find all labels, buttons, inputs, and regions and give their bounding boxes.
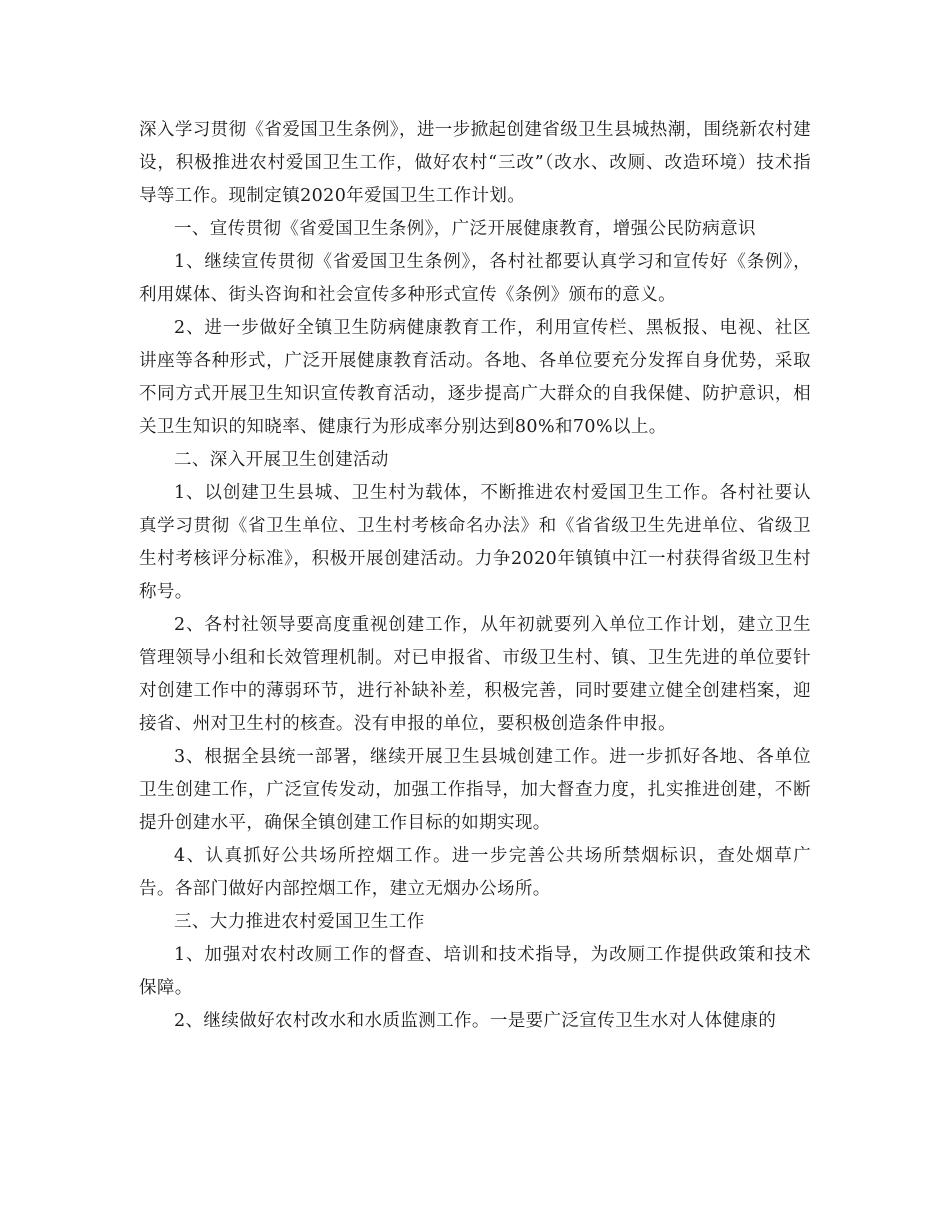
paragraph-1-2: 2、进一步做好全镇卫生防病健康教育工作，利用宣传栏、黑板报、电视、社区讲座等各种形式，广泛开展健康教育活动。各地、各单位要充分发挥自身优势，采取不同方式开展卫生知识宣传教育活动，逐步提高广大群众的自我保健、防护意识，相关卫生知识的知晓率、健康行为形成率分别达到80%和70%以上。: [139, 318, 811, 437]
paragraph-2-1: 1、以创建卫生县城、卫生村为载体，不断推进农村爱国卫生工作。各村社要认真学习贯彻《省卫生单位、卫生村考核命名办法》和《省省级卫生先进单位、省级卫生村考核评分标准》，积极开展创建活动。力争2020年镇镇中江一村获得省级卫生村称号。: [139, 483, 811, 602]
paragraph-2-2: 2、各村社领导要高度重视创建工作，从年初就要列入单位工作计划，建立卫生管理领导小组和长效管理机制。对已申报省、市级卫生村、镇、卫生先进的单位要针对创建工作中的薄弱环节，进行补缺补差，积极完善，同时要建立健全创建档案，迎接省、州对卫生村的核查。没有申报的单位，要积极创造条件申报。: [139, 615, 811, 734]
paragraph-2-3: 3、根据全县统一部署，继续开展卫生县城创建工作。进一步抓好各地、各单位卫生创建工作，广泛宣传发动，加强工作指导，加大督查力度，扎实推进创建，不断提升创建水平，确保全镇创建工作目标的如期实现。: [139, 747, 811, 833]
paragraph-1-1: 1、继续宣传贯彻《省爱国卫生条例》，各村社都要认真学习和宣传好《条例》，利用媒体、街头咨询和社会宣传多种形式宣传《条例》颁布的意义。: [139, 252, 811, 305]
paragraph-intro: 深入学习贯彻《省爱国卫生条例》，进一步掀起创建省级卫生县城热潮，围绕新农村建设，积极推进农村爱国卫生工作，做好农村“三改”（改水、改厕、改造环境）技术指导等工作。现制定镇2020年爱国卫生工作计划。: [139, 120, 811, 206]
paragraph-3-1: 1、加强对农村改厕工作的督查、培训和技术指导，为改厕工作提供政策和技术保障。: [139, 945, 811, 998]
section-heading-3: 三、大力推进农村爱国卫生工作: [174, 912, 425, 932]
section-heading-1: 一、宣传贯彻《省爱国卫生条例》，广泛开展健康教育，增强公民防病意识: [174, 219, 756, 239]
document-body: [139, 114, 811, 1038]
paragraph-3-2: 2、继续做好农村改水和水质监测工作。一是要广泛宣传卫生水对人体健康的: [174, 1011, 777, 1031]
section-heading-2: 二、深入开展卫生创建活动: [174, 450, 389, 470]
paragraph-2-4: 4、认真抓好公共场所控烟工作。进一步完善公共场所禁烟标识，查处烟草广告。各部门做好内部控烟工作，建立无烟办公场所。: [139, 846, 811, 899]
